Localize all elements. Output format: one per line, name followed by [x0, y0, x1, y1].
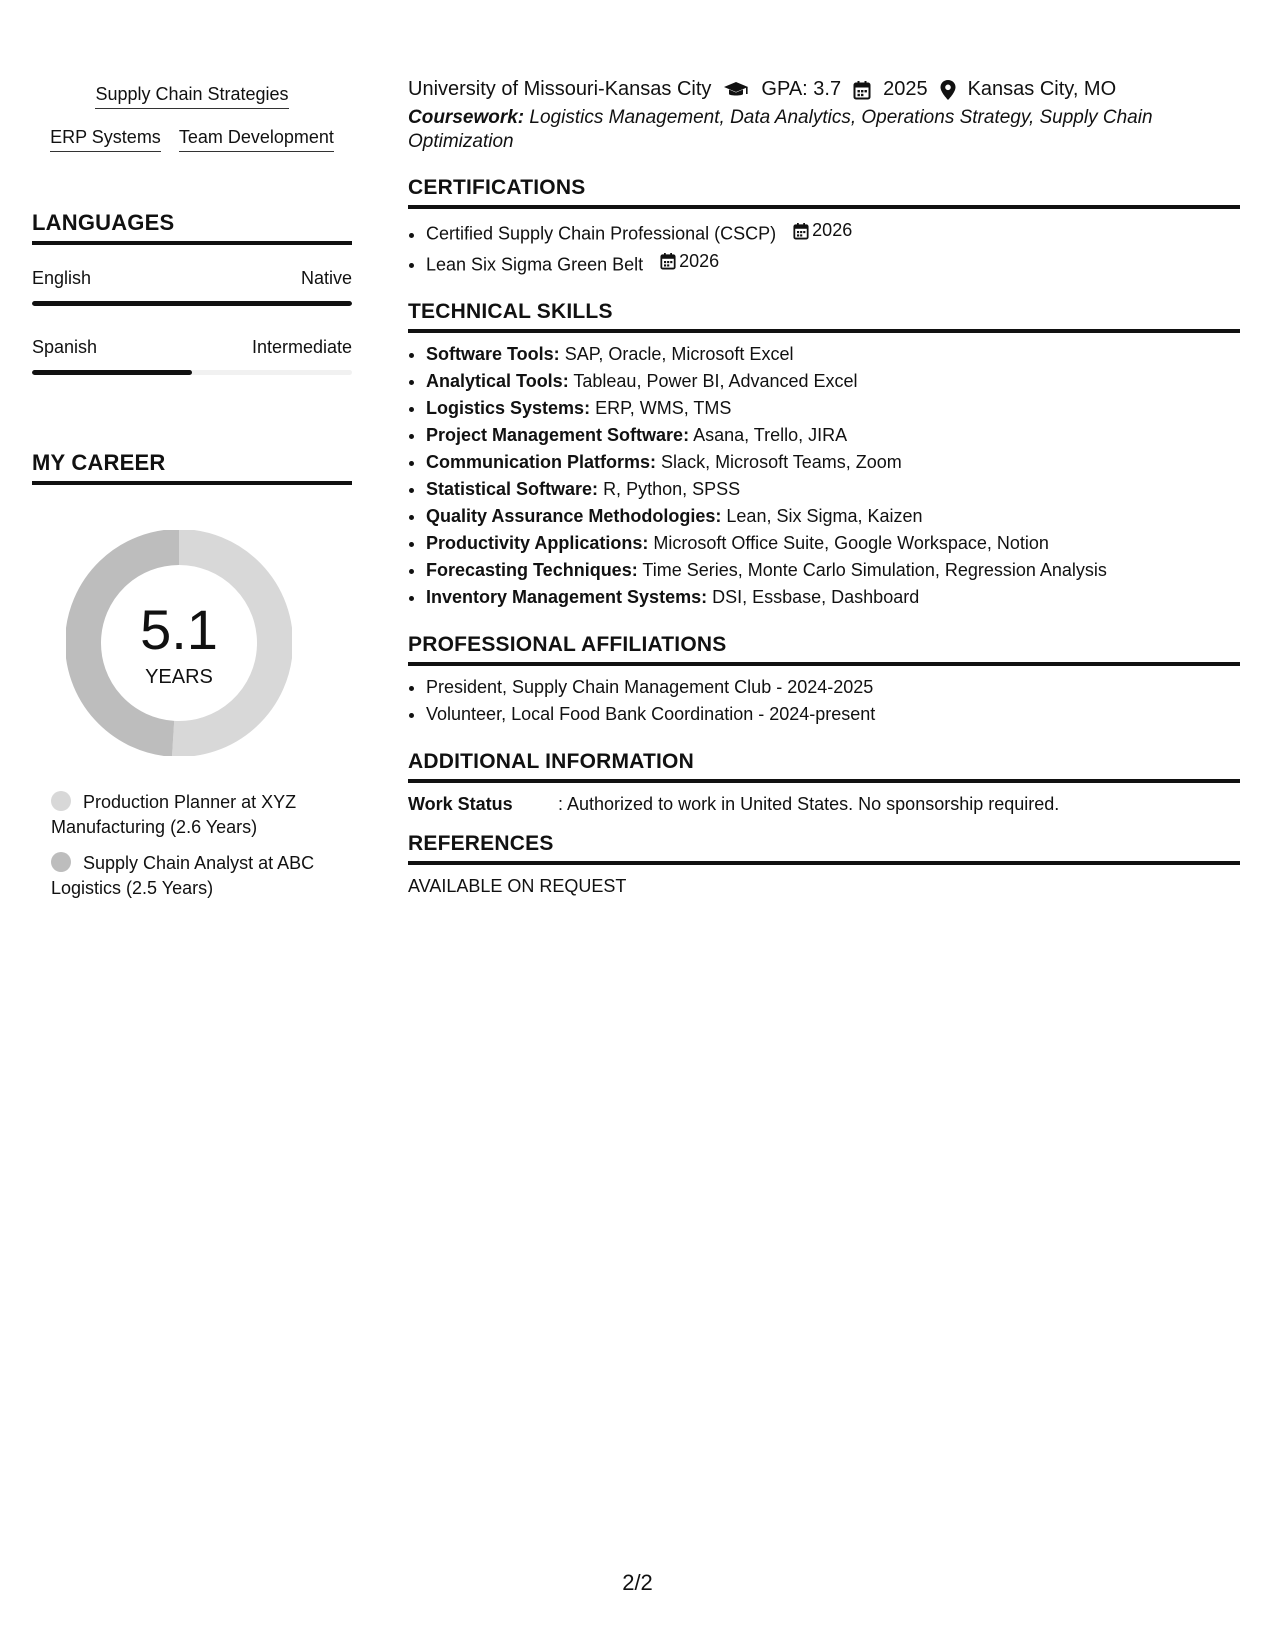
language-item — [32, 337, 352, 375]
calendar-icon — [660, 252, 676, 270]
location-pin-icon — [940, 80, 956, 100]
affiliations-list — [408, 674, 1240, 728]
skill-item — [426, 503, 1240, 530]
career-total-years: 5.1 — [140, 598, 218, 661]
skill-value: Slack, Microsoft Teams, Zoom — [661, 452, 902, 472]
skill-label: Forecasting Techniques: — [426, 560, 638, 580]
skill-tag: Team Development — [179, 127, 334, 152]
certification-year: 2026 — [679, 250, 720, 271]
legend-dot-icon — [51, 791, 71, 811]
language-name: Spanish — [32, 337, 98, 357]
career-donut-chart — [66, 530, 292, 756]
certification-name: Certified Supply Chain Professional (CSCP) — [426, 223, 777, 244]
right-column — [408, 78, 1240, 900]
skill-value: Lean, Six Sigma, Kaizen — [726, 506, 923, 526]
languages-heading: LANGUAGES — [32, 210, 352, 245]
career-heading: MY CAREER — [32, 450, 352, 485]
additional-info-heading: ADDITIONAL INFORMATION — [408, 750, 1240, 783]
coursework — [408, 106, 1240, 154]
language-name: English — [32, 268, 92, 288]
legend-dot-icon — [51, 852, 71, 872]
calendar-icon — [853, 80, 871, 100]
skill-label: Statistical Software: — [426, 479, 599, 499]
certification-item — [426, 248, 1240, 279]
skill-tags — [32, 84, 352, 170]
skill-label: Project Management Software: — [426, 425, 690, 445]
language-bar-fill — [32, 301, 352, 306]
location: Kansas City, MO — [967, 78, 1117, 100]
coursework-list: Logistics Management, Data Analytics, Operations Strategy, Supply Chain Optimization — [408, 107, 1153, 152]
certifications-heading: CERTIFICATIONS — [408, 176, 1240, 209]
skill-item — [426, 584, 1240, 611]
references-heading: REFERENCES — [408, 832, 1240, 865]
skill-label: Software Tools: — [426, 344, 560, 364]
skill-item — [426, 449, 1240, 476]
language-bar — [32, 301, 352, 306]
skill-item — [426, 557, 1240, 584]
skill-label: Inventory Management Systems: — [426, 587, 708, 607]
coursework-label: Coursework: — [408, 107, 525, 128]
career-legend — [51, 790, 341, 912]
skill-label: Quality Assurance Methodologies: — [426, 506, 722, 526]
skill-tag-row — [32, 127, 352, 152]
skill-value: Microsoft Office Suite, Google Workspace, Notion — [653, 533, 1049, 553]
skill-value: DSI, Essbase, Dashboard — [712, 587, 920, 607]
skill-value: R, Python, SPSS — [603, 479, 741, 499]
skill-value: ERP, WMS, TMS — [595, 398, 732, 418]
career-legend-item — [51, 851, 341, 901]
references-text: AVAILABLE ON REQUEST — [408, 876, 627, 896]
page-number: 2/2 — [622, 1570, 653, 1595]
skill-item — [426, 530, 1240, 557]
career-years-label: YEARS — [145, 666, 213, 688]
skill-label: Logistics Systems: — [426, 398, 591, 418]
skill-label: Analytical Tools: — [426, 371, 569, 391]
career-legend-text: Supply Chain Analyst at ABC Logistics (2.5 Years) — [51, 853, 315, 898]
career-legend-item — [51, 790, 341, 840]
skill-tag: Supply Chain Strategies — [95, 84, 288, 109]
affiliations-heading: PROFESSIONAL AFFILIATIONS — [408, 633, 1240, 666]
skill-value: Time Series, Monte Carlo Simulation, Regression Analysis — [642, 560, 1107, 580]
skill-label: Communication Platforms: — [426, 452, 657, 472]
skill-value: SAP, Oracle, Microsoft Excel — [564, 344, 794, 364]
certifications-list — [408, 217, 1240, 278]
education-line — [408, 78, 1240, 101]
work-status-label: Work Status — [408, 794, 513, 814]
affiliation-item: • Volunteer, Local Food Bank Coordination - 2024-present — [426, 701, 1240, 728]
affiliation-item: • President, Supply Chain Management Club - 2024-2025 — [426, 674, 1240, 701]
skill-item — [426, 395, 1240, 422]
calendar-icon — [793, 222, 809, 240]
language-level: Native — [300, 268, 352, 288]
technical-skills-heading: TECHNICAL SKILLS — [408, 300, 1240, 333]
language-bar-fill — [32, 370, 192, 375]
certification-year: 2026 — [812, 220, 853, 240]
skill-value: Asana, Trello, JIRA — [693, 425, 848, 445]
career-legend-text: Production Planner at XYZ Manufacturing (2.6 Years) — [51, 792, 297, 837]
language-item — [32, 268, 352, 306]
certification-item — [426, 217, 1240, 248]
skill-item — [426, 422, 1240, 449]
work-status-value: : Authorized to work in United States. No sponsorship required. — [558, 794, 1060, 814]
graduation-cap-icon — [723, 81, 749, 99]
skill-tag: ERP Systems — [50, 127, 161, 152]
language-level: Intermediate — [251, 337, 352, 357]
skill-label: Productivity Applications: — [426, 533, 649, 553]
skill-tag-row — [32, 84, 352, 109]
university-name: University of Missouri-Kansas City — [408, 78, 712, 100]
work-status-row — [408, 791, 1240, 818]
technical-skills-list — [408, 341, 1240, 611]
skill-item — [426, 476, 1240, 503]
certification-name: Lean Six Sigma Green Belt — [426, 254, 644, 274]
skill-value: Tableau, Power BI, Advanced Excel — [573, 371, 858, 391]
language-bar — [32, 370, 352, 375]
skill-item — [426, 341, 1240, 368]
gpa: GPA: 3.7 — [761, 78, 842, 100]
skill-item — [426, 368, 1240, 395]
graduation-year: 2025 — [883, 78, 928, 100]
